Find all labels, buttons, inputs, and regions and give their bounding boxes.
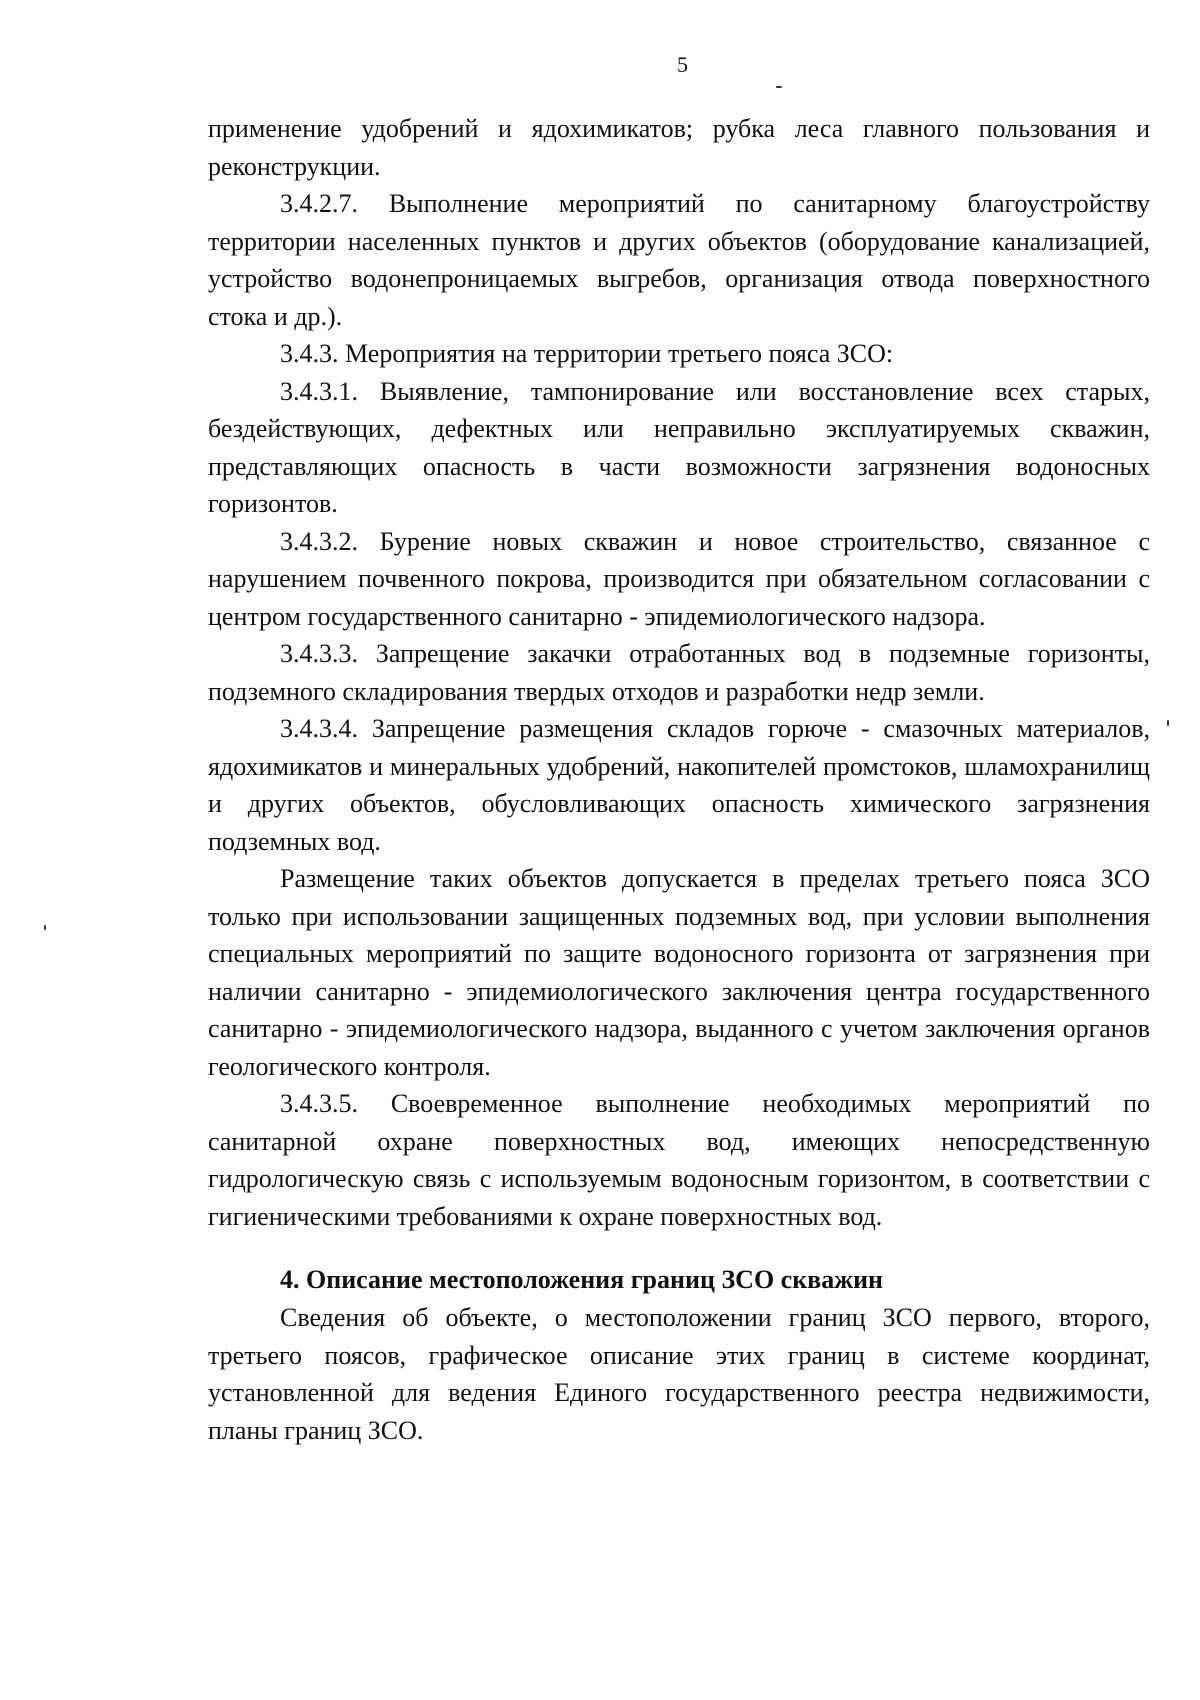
paragraph-3-4-2-7: 3.4.2.7. Выполнение мероприятий по санитарному благоустройству территории населенных пунктов и других объектов (оборудование канализацией, устройство водонепроницаемых выгребов, организация отвода поверхностного стока и др.). [208,189,1150,331]
scan-speck [44,925,46,930]
paragraph-3-4-3-5: 3.4.3.5. Своевременное выполнение необходимых мероприятий по санитарной охране поверхностных вод, имеющих непосредственную гидрологическую связь с используемым водоносным горизонтом, в соответствии с гигиеническими требованиями к охране поверхностных вод. [208,1089,1150,1231]
section-paragraph: Сведения об объекте, о местоположении границ ЗСО первого, второго, третьего поясов, графическое описание этих границ в системе координат, установленной для ведения Единого государственного реестра недвижимости, планы границ ЗСО. [208,1303,1150,1445]
paragraph-3-4-3-1: 3.4.3.1. Выявление, тампонирование или восстановление всех старых, бездействующих, дефектных или неправильно эксплуатируемых скважин, представляющих опасность в части возможности загрязнения водоносных горизонтов. [208,376,1150,518]
paragraph-continuation: применение удобрений и ядохимикатов; рубка леса главного пользования и реконструкции. [208,114,1150,181]
paragraph-3-4-3: 3.4.3. Мероприятия на территории третьего пояса ЗСО: [280,339,894,368]
paragraph-3-4-3-2: 3.4.3.2. Бурение новых скважин и новое строительство, связанное с нарушением почвенного покрова, производится при обязательном согласовании с центром государственного санитарно - эпидемиологического надзора. [208,526,1150,631]
scan-speck [776,86,782,88]
document-body [208,110,1150,1449]
section-heading: 4. Описание местоположения границ ЗСО скважин [280,1265,884,1294]
paragraph-placement-conditions: Размещение таких объектов допускается в пределах третьего пояса ЗСО только при использовании защищенных подземных вод, при условии выполнения специальных мероприятий по защите водоносного горизонта от загрязнения при наличии санитарно - эпидемиологического заключения центра государственного санитарно - эпидемиологического надзора, выданного с учетом заключения органов геологического контроля. [208,864,1150,1081]
paragraph-3-4-3-3: 3.4.3.3. Запрещение закачки отработанных вод в подземные горизонты, подземного складирования твердых отходов и разработки недр земли. [208,639,1150,706]
page-number: 5 [677,52,688,77]
scan-speck [1167,720,1169,726]
paragraph-3-4-3-4: 3.4.3.4. Запрещение размещения складов горюче - смазочных материалов, ядохимикатов и минеральных удобрений, накопителей промстоков, шламохранилищ и других объектов, обусловливающих опасность химического загрязнения подземных вод. [208,714,1150,856]
